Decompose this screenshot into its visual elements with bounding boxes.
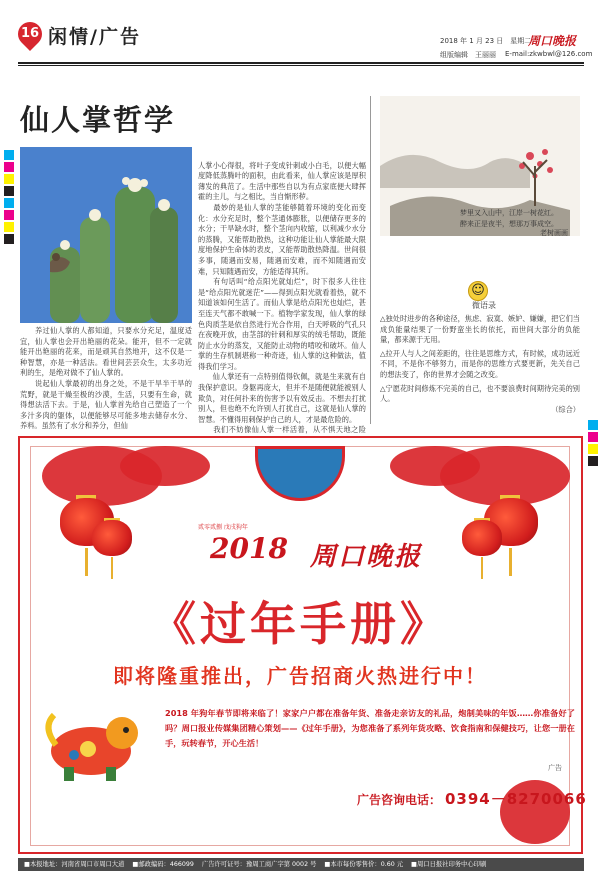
ad-side-label: 广告 xyxy=(548,764,562,772)
footer-postcode: ■邮政编码：466099 xyxy=(132,861,194,868)
issue-date: 2018 年 1 月 23 日 星期二 xyxy=(440,37,532,45)
decor-cloud-right-2 xyxy=(390,446,480,486)
lantern-left-2 xyxy=(92,520,132,556)
contact-email: E-mail:zkwbwl@126.com xyxy=(505,50,593,58)
article-column-2 xyxy=(198,150,366,468)
footer-printer: ■周口日报社印务中心印刷 xyxy=(411,861,487,868)
column-divider xyxy=(370,96,371,424)
poem-text xyxy=(460,208,558,230)
joke-heading: 微语录 xyxy=(472,301,496,310)
newspaper-logo: 周口晚报 xyxy=(528,34,577,48)
lantern-tassel-left xyxy=(85,548,88,576)
lantern-tassel-right-2 xyxy=(481,557,483,579)
footer-license: 广告许可证号：豫周工商广字第 0002 号 xyxy=(201,861,317,868)
cactus-photo xyxy=(20,147,192,323)
header-divider xyxy=(18,62,584,64)
editor-credit: 组版编辑 王丽丽 xyxy=(440,51,496,59)
poem-author: 老树画画 xyxy=(540,229,568,237)
quote-item-1: △独处时进步的各种途径，焦虑、寂寞、嫉妒、嫌嫌，把它们当成负能量结果了一份野蛮坐长的依托，而世间大部分的负能量，都来源于无用。 xyxy=(380,314,580,345)
registration-marks-right xyxy=(588,420,598,468)
header-divider-thin xyxy=(18,65,584,66)
footer-price: ■本市每份零售价：0.60 元 xyxy=(324,861,404,868)
footer-address: ■本报地址：河南省周口市周口大道 xyxy=(24,861,125,868)
ad-body-text: 2018 年狗年春节即将来临了！家家户户都在准备年货、准备走亲访友的礼品，炮制美味的年饭……你准备好了吗？周口报业传媒集团精心策划——《过年手册》，为您准备了系列年货攻略、饮食指南和保健技巧，让您一册在手，玩转春节，开心生活！ xyxy=(165,708,575,748)
article-column-1: 养过仙人掌的人都知道，只要水分充足，温度适宜，仙人掌也会开出艳丽的花朵。能开，但不一定就能开出艳丽的花来，而是顽其自然地开，这不仅是一种智慧，亦是一种活法。看世间芸芸众生，太多功近利的生，是绝对做不了仙人掌的。 说起仙人掌最初的出身之处，不是干旱半干旱的荒野，就是干燥至极的沙漠，生活，只要有生命，就得想法活下去。于是，仙人掌首先给自己塑造了一个多汁多肉的躯体，以便能够尽可能多地去储存水分、养料。虽然有了水分和养分，但仙 xyxy=(20,326,192,431)
quote-item-3: △宁愿花时间修炼不完美的自己，也不要浪费时间期待完美的别人。 xyxy=(380,383,580,404)
article-column-2-text: 人掌小心得很，将叶子变成针刺或小白毛，以便大幅度降低蒸腾叶的面积，由此看来，仙人掌应该是厚积薄发的典范了。生活中那些自以为有点家底便大肆挥霍的主儿，与之相比，当自惭形秽。 最妙的是仙人掌的茎能够随着环境的变化而变化：水分充足时，整个茎通体膨胀，以便储存更多的水分；干旱缺水时，整个茎向内收缩，以利减少水分的蒸腾，又能帮助散热，这种功能让仙人掌能最大限度地保护生命体的表皮，又能帮助散热降温。世间很多事，随遇而安易，随遇而安难，而不知随遇而安难，只知随遇而安，方能适得其所。 有句话叫“给点阳光就灿烂”，时下很多人往往是“给点阳光就迷茫”——得到点阳光就看着热，就不知道该如何生活了。而仙人掌是给点阳光也灿烂，甚至连天气都不敢喊一下。植物学家发现，仙人掌的绿色肉质茎是依自然进行光合作用，白天呼吸的气孔只在夜晚开放，由茎部的针刺和厚实的绒毛帮助，既能防止水分的蒸发，又能防止动物的啃咬和破坏。仙人掌的生存机制堪称一种奇迹，仙人掌的这种做法，值得我们学习。 仙人掌还有一点特别值得钦佩，就是生来就有自我保护意识。身躯再庞大，但并不是随便就能被别人欺负，对任何扑来的伤害予以有效反击。不想去打扰别人，但也绝不允许别人打扰自己，这就是仙人掌的智慧。不懂得用刺保护自己的人，才是最危险的。 我们不妨像仙人掌一样活着，从不惧天地之险 xyxy=(198,160,366,435)
poem-line-1: 梦里又入山中，江岸一树花红。 xyxy=(460,209,558,217)
article-title: 仙人掌哲学 xyxy=(20,103,176,137)
quotes-credit: （综合） xyxy=(551,404,580,414)
footer-bar xyxy=(18,858,584,871)
ad-subtitle: 即将隆重推出，广告招商火热进行中！ xyxy=(113,664,487,688)
ad-brand-logo: 周口晚报 xyxy=(310,542,423,572)
ad-phone-number: 0394－8270066 xyxy=(445,790,587,808)
lantern-tassel-right xyxy=(509,548,512,576)
poem-line-2: 醉来正是夜半，想那万事成空。 xyxy=(460,220,558,228)
smiley-icon: ☺ xyxy=(468,281,488,301)
decor-cloud-left-2 xyxy=(120,446,210,486)
ad-year: 2018 xyxy=(210,532,288,565)
quotes-column xyxy=(380,314,580,415)
section-title: 闲情/广告 xyxy=(48,26,141,48)
quote-item-2: △拉开人与人之间差距的，往往是思维方式，有时候，成功远近不同，不是你不够努力，而是你的思维方式要更新，先关自己的想法变了，你的世界才会随之改变。 xyxy=(380,348,580,379)
lantern-tassel-left-2 xyxy=(111,557,113,579)
ad-phone-label: 广告咨询电话： xyxy=(357,793,442,807)
page-number: 16 xyxy=(20,26,40,41)
ad-main-title: 《过年手册》 xyxy=(150,597,450,651)
dog-papercut xyxy=(36,705,146,783)
registration-marks-left xyxy=(4,150,14,246)
ad-slogan: 贰零贰捌 戊戌狗年 xyxy=(198,524,248,531)
lantern-right-2 xyxy=(462,520,502,556)
